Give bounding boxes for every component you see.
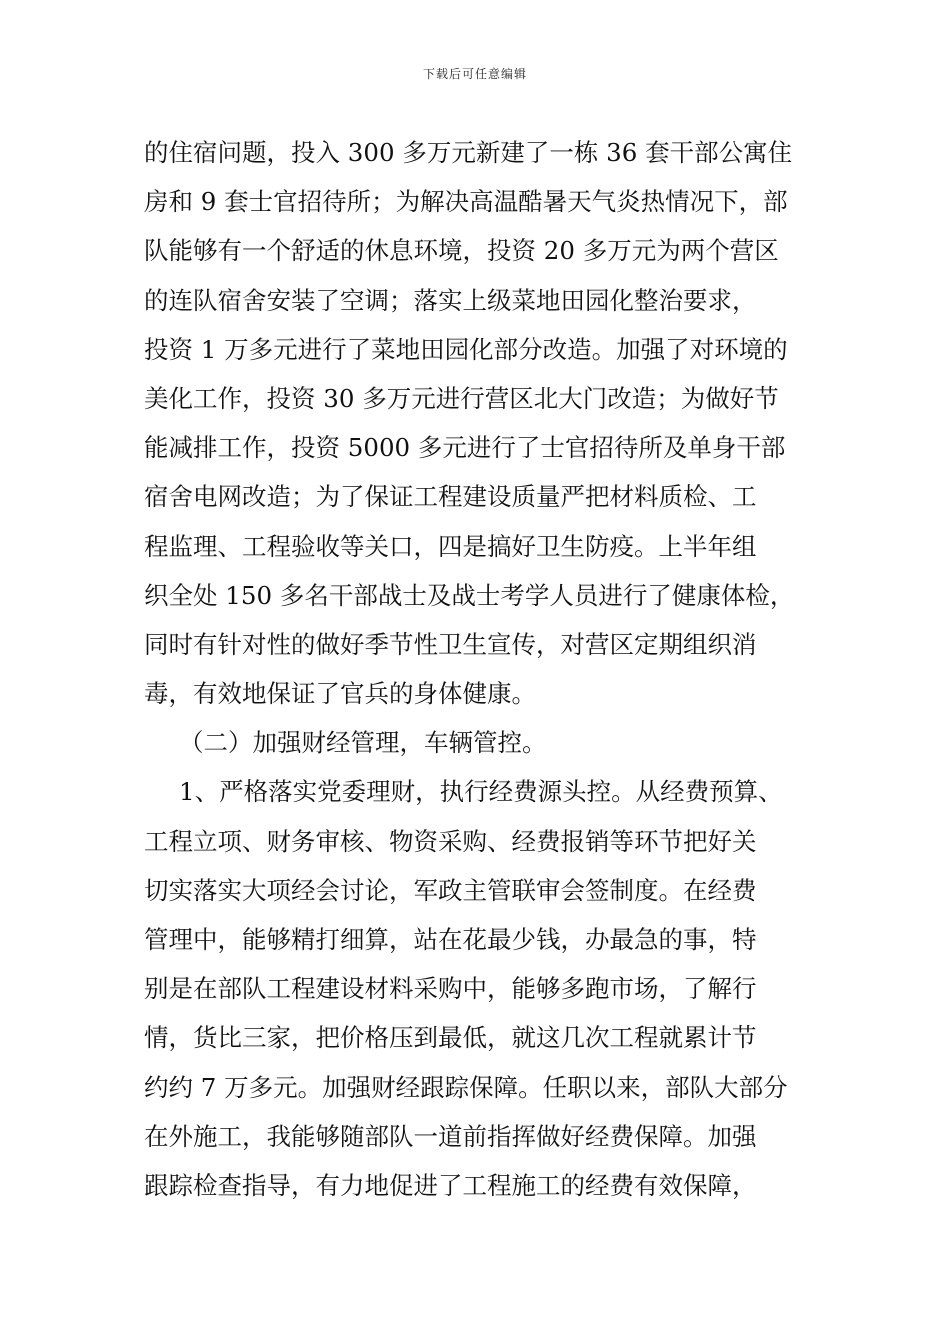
paragraph-line: 工程立项、财务审核、物资采购、经费报销等环节把好关: [144, 826, 757, 856]
paragraph-line: 的连队宿舍安装了空调；落实上级菜地田园化整治要求，: [144, 285, 757, 315]
paragraph-line: 1、严格落实党委理财，执行经费源头控。从经费预算、: [179, 777, 783, 807]
paragraph-line: 别是在部队工程建设材料采购中，能够多跑市场，了解行: [144, 974, 757, 1004]
paragraph-line: 宿舍电网改造；为了保证工程建设质量严把材料质检、工: [144, 482, 757, 512]
paragraph-line: 程监理、工程验收等关口，四是搞好卫生防疫。上半年组: [144, 531, 757, 561]
section-heading: （二）加强财经管理，车辆管控。: [179, 728, 547, 758]
paragraph-line: 毒，有效地保证了官兵的身体健康。: [144, 679, 536, 709]
paragraph-line: 美化工作，投资 30 多万元进行营区北大门改造；为做好节: [144, 383, 779, 413]
paragraph-line: 织全处 150 多名干部战士及战士考学人员进行了健康体检，: [144, 580, 795, 610]
paragraph-line: 情，货比三家，把价格压到最低，就这几次工程就累计节: [144, 1023, 757, 1053]
paragraph-line: 在外施工，我能够随部队一道前指挥做好经费保障。加强: [144, 1121, 757, 1151]
document-body: [144, 128, 816, 1210]
paragraph-line: 约约 7 万多元。加强财经跟踪保障。任职以来，部队大部分: [144, 1072, 788, 1102]
paragraph-line: 能减排工作，投资 5000 多元进行了士官招待所及单身干部: [144, 433, 786, 463]
paragraph-line: 的住宿问题，投入 300 多万元新建了一栋 36 套干部公寓住: [144, 138, 793, 167]
paragraph-line: 投资 1 万多元进行了菜地田园化部分改造。加强了对环境的: [144, 334, 788, 364]
paragraph-line: 切实落实大项经会讨论，军政主管联审会签制度。在经费: [144, 875, 757, 905]
paragraph-line: 跟踪检查指导，有力地促进了工程施工的经费有效保障，: [144, 1170, 757, 1200]
paragraph-line: 同时有针对性的做好季节性卫生宣传，对营区定期组织消: [144, 629, 757, 659]
page-header: 下载后可任意编辑: [422, 67, 527, 81]
paragraph-line: 管理中，能够精打细算，站在花最少钱，办最急的事，特: [144, 925, 757, 954]
paragraph-line: 队能够有一个舒适的休息环境，投资 20 多万元为两个营区: [144, 236, 779, 266]
paragraph-line: 房和 9 套士官招待所；为解决高温酷暑天气炎热情况下，部: [144, 187, 788, 217]
